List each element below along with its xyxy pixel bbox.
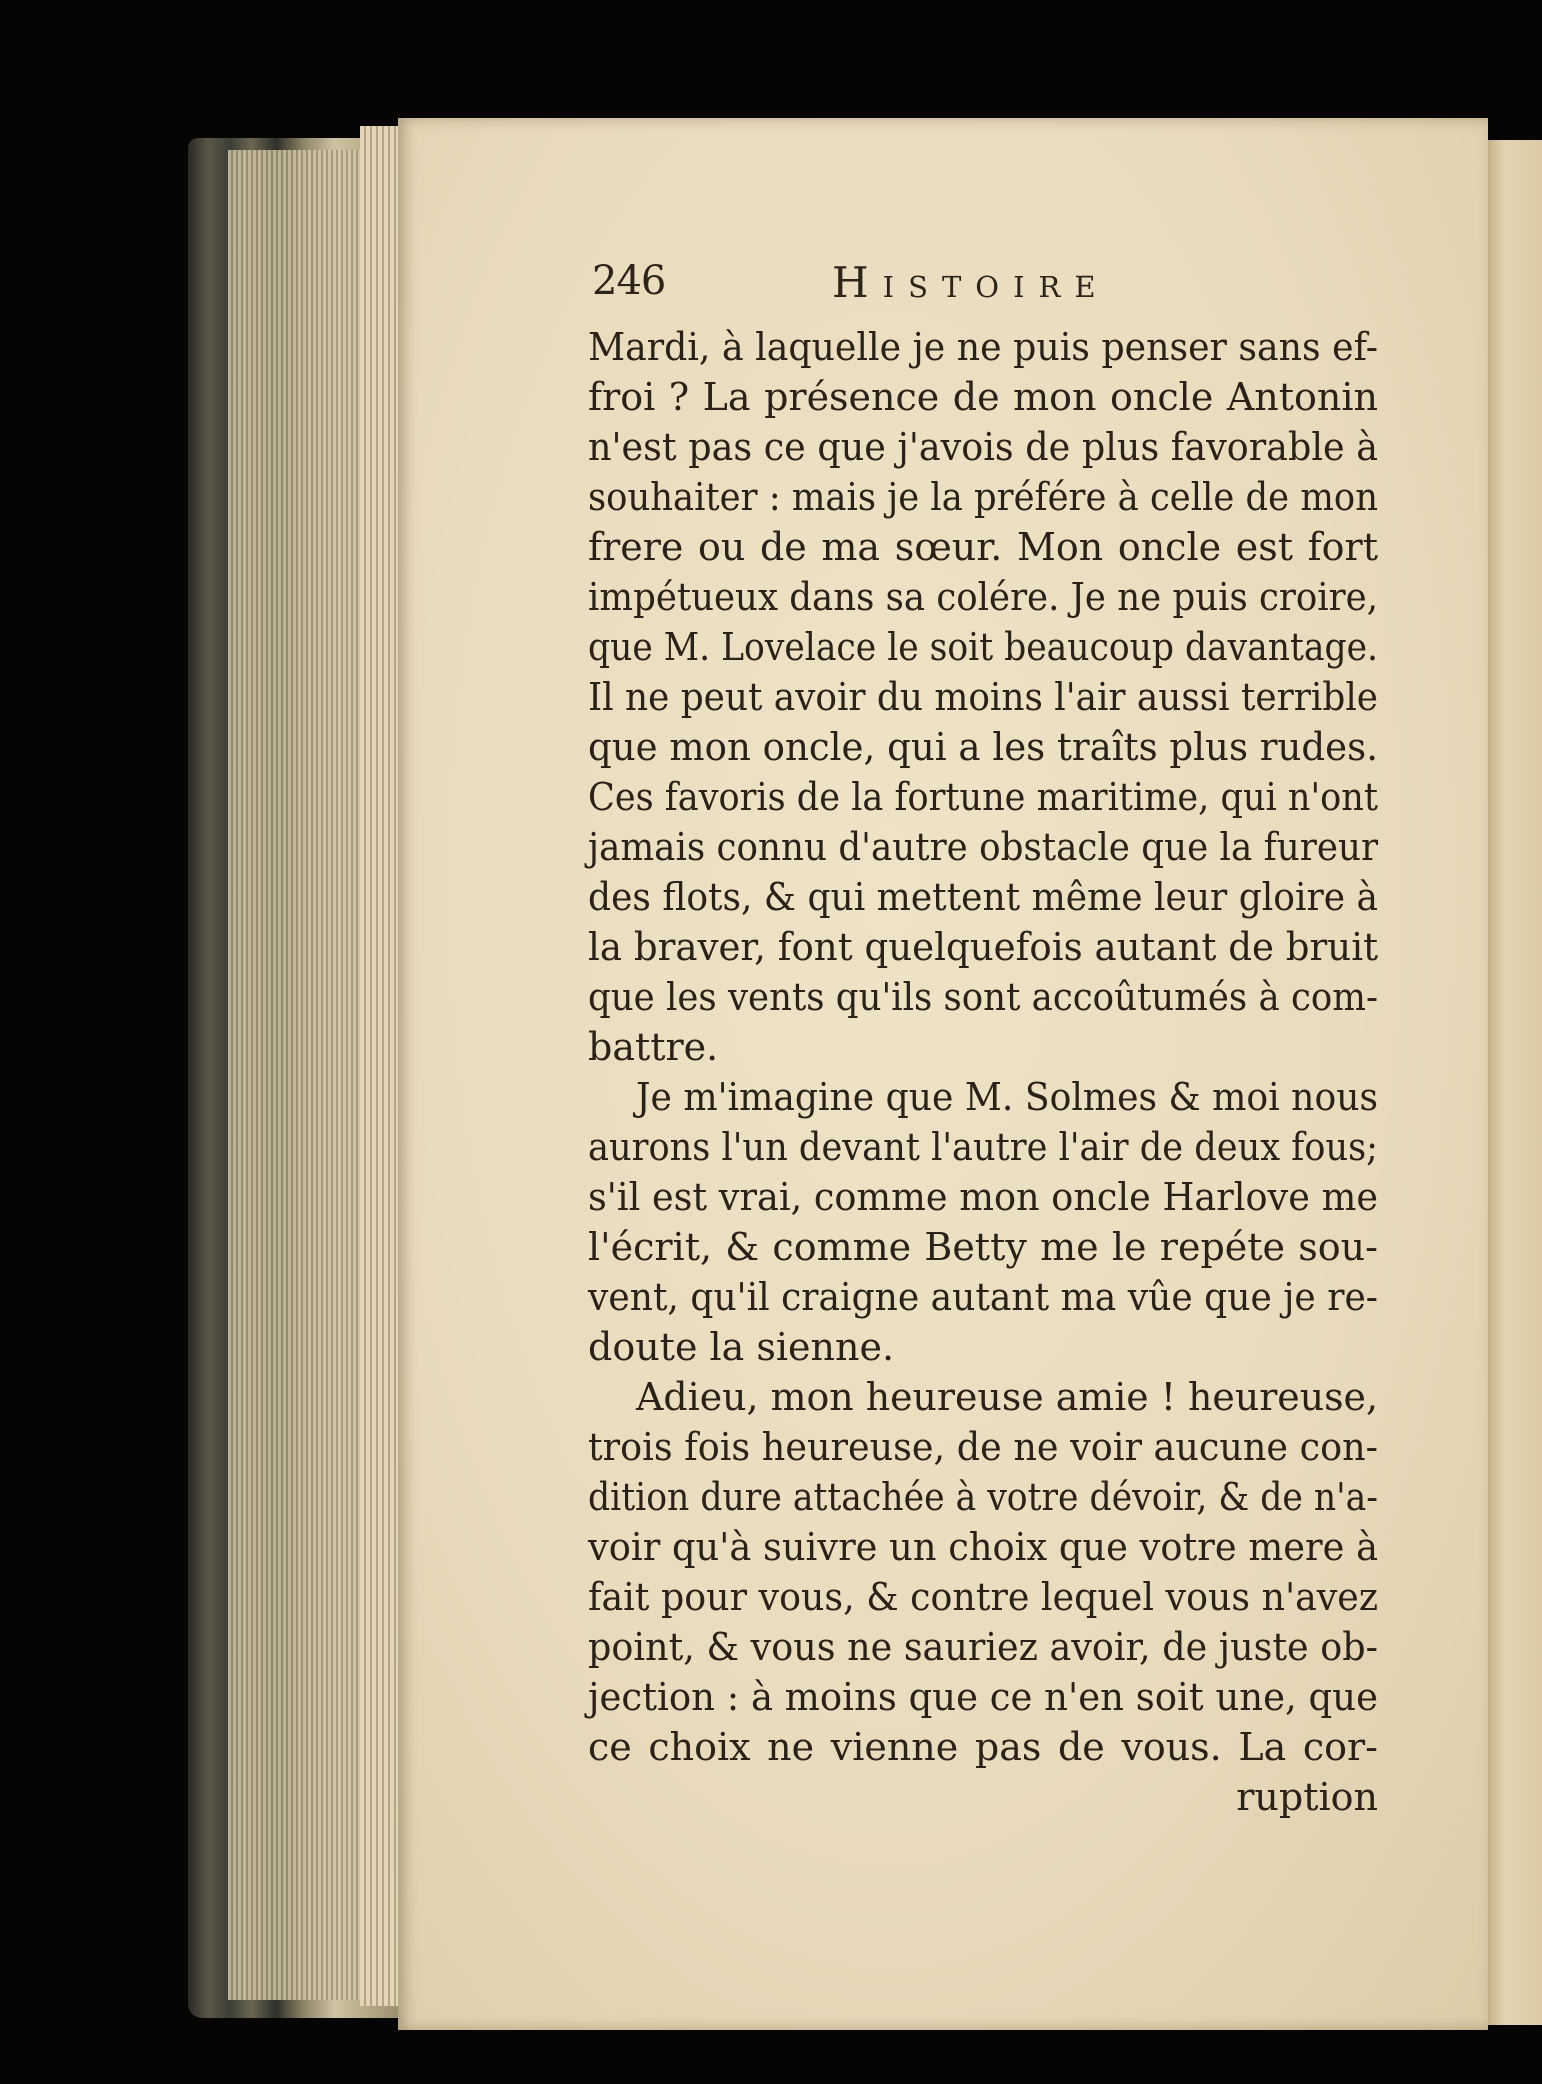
- text-line: vent, qu'il craigne autant ma vûe que je re-: [588, 1275, 1378, 1319]
- page-number: 246: [592, 258, 666, 304]
- text-line: n'est pas ce que j'avois de plus favorable à: [588, 425, 1378, 469]
- text-line: Ces favoris de la fortune maritime, qui n'ont: [588, 775, 1378, 819]
- text-line: impétueux dans sa colére. Je ne puis croire,: [588, 575, 1378, 619]
- text-line: souhaiter : mais je la préfére à celle de mon: [588, 475, 1378, 519]
- body-text: [588, 322, 1378, 1822]
- text-line: Mardi, à laquelle je ne puis penser sans ef-: [588, 325, 1378, 369]
- text-line: l'écrit, & comme Betty me le repéte sou-: [588, 1225, 1378, 1269]
- text-line: que M. Lovelace le soit beaucoup davantage.: [588, 625, 1378, 669]
- text-line: aurons l'un devant l'autre l'air de deux fous;: [588, 1125, 1378, 1169]
- text-line: battre.: [588, 1025, 719, 1069]
- text-line: que les vents qu'ils sont accoûtumés à com-: [588, 975, 1378, 1019]
- text-line: Il ne peut avoir du moins l'air aussi terrible: [588, 675, 1378, 719]
- text-line: ce choix ne vienne pas de vous. La cor-: [588, 1725, 1378, 1769]
- running-title: Histoire: [832, 258, 1110, 307]
- page-header: [592, 258, 1232, 318]
- text-line: froi ? La présence de mon oncle Antonin: [588, 375, 1378, 419]
- text-line: s'il est vrai, comme mon oncle Harlove me: [588, 1175, 1378, 1219]
- next-page-edge: [1480, 140, 1542, 2025]
- text-line: que mon oncle, qui a les traîts plus rudes.: [588, 725, 1378, 769]
- paragraph-start-line: Adieu, mon heureuse amie ! heureuse,: [636, 1375, 1378, 1419]
- text-line: point, & vous ne sauriez avoir, de juste ob-: [588, 1625, 1378, 1669]
- text-line: jamais connu d'autre obstacle que la fureur: [588, 825, 1378, 869]
- text-line: jection : à moins que ce n'en soit une, que: [588, 1675, 1378, 1719]
- paragraph-start-line: Je m'imagine que M. Solmes & moi nous: [636, 1075, 1378, 1119]
- text-line: la braver, font quelquefois autant de bruit: [588, 925, 1378, 969]
- text-line: fait pour vous, & contre lequel vous n'avez: [588, 1575, 1378, 1619]
- text-line: doute la sienne.: [588, 1325, 895, 1369]
- text-line: dition dure attachée à votre dévoir, & de n'a-: [588, 1475, 1378, 1519]
- text-line: frere ou de ma sœur. Mon oncle est fort: [588, 525, 1378, 569]
- text-line: des flots, & qui mettent même leur gloire à: [588, 875, 1378, 919]
- catchword: ruption: [1236, 1775, 1378, 1819]
- text-line: trois fois heureuse, de ne voir aucune con-: [588, 1425, 1378, 1469]
- text-line: voir qu'à suivre un choix que votre mere à: [588, 1525, 1378, 1569]
